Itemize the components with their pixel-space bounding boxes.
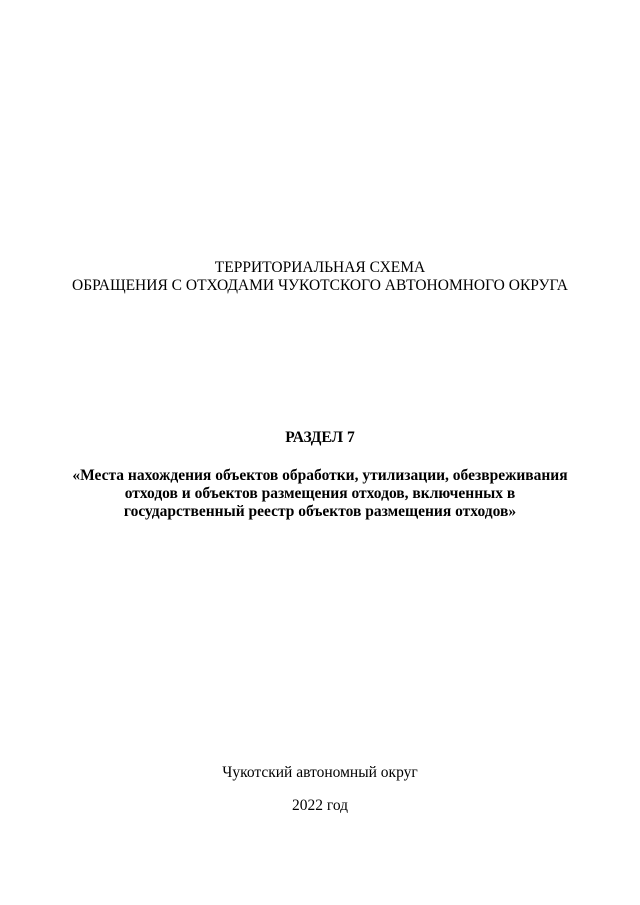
region-name [0, 764, 640, 782]
document-title-line-2: ОБРАЩЕНИЯ С ОТХОДАМИ ЧУКОТСКОГО АВТОНОМНОГО ОКРУГА [72, 277, 568, 294]
section-title [0, 467, 640, 521]
section-title-line-3: государственный реестр объектов размещения отходов» [123, 503, 517, 520]
section-label [0, 429, 640, 447]
section-title-line-1: «Места нахождения объектов обработки, утилизации, обезвреживания [72, 467, 568, 484]
region-name-text: Чукотский автономный округ [222, 764, 418, 781]
section-title-line-2: отходов и объектов размещения отходов, включенных в [124, 485, 516, 502]
document-title-line-1: ТЕРРИТОРИАЛЬНАЯ СХЕМА [214, 259, 426, 276]
document-year-text: 2022 год [291, 797, 349, 814]
document-title [0, 259, 640, 295]
document-year [0, 797, 640, 815]
section-label-text: РАЗДЕЛ 7 [285, 429, 355, 446]
